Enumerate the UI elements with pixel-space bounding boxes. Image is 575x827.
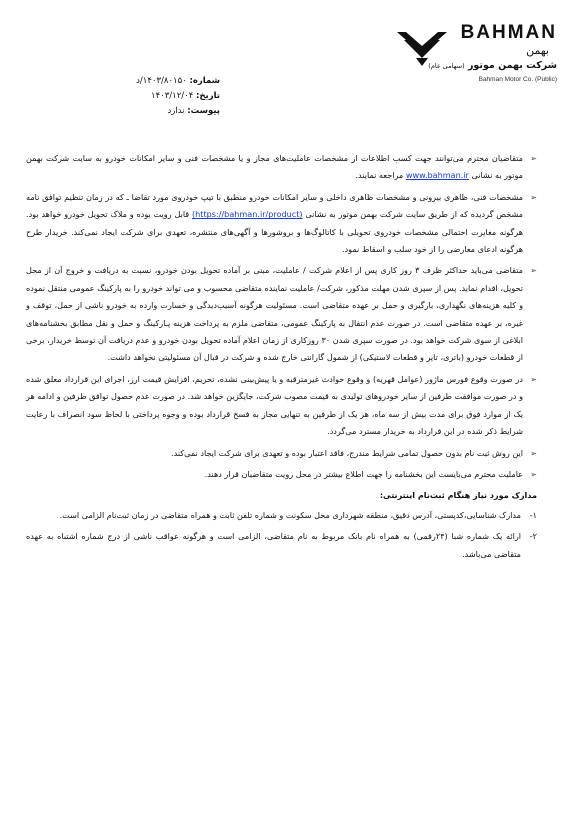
bullet-text: متقاضیان محترم می‌توانند جهت کسب اطلاعات از مشخصات عاملیت‌های مجاز و یا مشخصات فنی و سایر امکانات خودرو به سایت شرکت بهمن موتور به نشانی	[26, 153, 523, 181]
item-number: ۱-	[529, 509, 537, 520]
numbered-item	[26, 528, 537, 563]
bullet-item	[26, 371, 537, 441]
bullet-text: مشخصات فنی، ظاهری بیرونی و مشخصات ظاهری داخلی و سایر امکانات خودرو منطبق با تیپ خودروی مورد تقاضا ـ که در زمان تنظیم توافق نامه مشخص گردیده که از طریق سایت شرکت بهمن موتور به نشانی	[26, 191, 523, 220]
arrow-check-icon: ➢	[530, 266, 537, 276]
website-link[interactable]: www.bahman.ir	[405, 170, 469, 181]
letter-number-row	[120, 74, 220, 89]
bullet-text: در صورت وقوع فورس ماژور (عوامل قهریه) و وقوع حوادث غیرمترقبه و یا پیش‌بینی نشده، تحریم، افزایش قیمت ارز، اجرای این قرارداد معلق شده و در صورت موافقت طرفین از سایر خودروهای تولیدی به قیمت مصوب شرکت، جایگزین خواهد شد. در صورت عدم حصول توافق طرفین و ادامه هر یک از موارد فوق برای مدت بیش از سه ماه، هر یک از طرفین به تنهایی مجاز به فسخ قرارداد بوده و وجوه پرداختی با لحاظ سود انصراف با رعایت شرایط ذکر شده در این قرارداد به خریدار مسترد می‌گردد.	[26, 373, 523, 437]
bullet-item	[26, 150, 537, 185]
product-link[interactable]: (https://bahman.ir/product)	[192, 209, 303, 220]
bullet-item	[26, 262, 537, 366]
letter-date-label: تاریخ:	[196, 91, 220, 101]
letter-attachment-label: پیوست:	[187, 106, 220, 116]
arrow-check-icon: ➢	[530, 374, 537, 384]
letter-meta	[120, 74, 220, 119]
letter-date-value: ۱۴۰۳/۱۲/۰۴	[151, 91, 194, 101]
company-name-en: Bahman Motor Co. (Public)	[478, 76, 557, 83]
bullet-text: متقاضی می‌باید حداکثر ظرف ۳ روز کاری پس از اعلام شرکت / عاملیت، مبنی بر آماده تحویل بودن خودرو، نسبت به دریافت و خروج آن از محل تحویل، اقدام نماید. پس از سپری شدن مهلت مذکور، شرکت/ عاملیت نماینده متقاضی محسوب و می تواند خودرو را به پارکینگ عمومی منتقل نموده و کلیه هزینه‌های نگهداری، بارگیری و حمل بر عهده متقاضی است. مسئولیت هرگونه آسیب‌دیدگی و خسارت وارده به خودرو ناشی از حمل، توقف و غیره، بر عهده متقاضی است. در صورت عدم انتقال به پارکینگ عمومی، متقاضی ملزم به پرداخت هزینه پـارکینگ و حمل و نقل مطابق بخشنامه‌های ابلاغی از سوی شرکت خواهد بود. در صورت سپری شدن ۳۰ روزکاری از زمان اعلام آماده تحویل بودن خودرو و عدم دریافت آن توسط خریدار، برخی از قطعات خودرو (باتری، تایر و قطعات لاستیکی) از شمول گارانتی خارج شده و شرکت در قبال آن مسئولیتی نخواهد داشت.	[26, 265, 524, 363]
letter-attachment-row	[120, 104, 220, 119]
arrow-check-icon: ➢	[530, 469, 537, 479]
arrow-check-icon: ➢	[530, 448, 537, 458]
numbered-item	[26, 507, 537, 524]
bullet-text: عاملیت محترم می‌بایست این بخشنامه را جهت اطلاع بیشتر در محل رویت متقاضیان قرار دهند.	[204, 468, 523, 479]
letter-number-label: شماره:	[189, 76, 220, 86]
item-number: ۲-	[529, 531, 537, 542]
numbered-text: مدارک شناسایی،کدپستی، آدرس دقیق، منطقه شهرداری محل سکونت و شماره تلفن ثابت و همراه متقاضی در زمان ثبت‌نام الزامی است.	[59, 509, 521, 520]
numbered-text: ارائه یک شماره شبا (۲۴رقمی) به همراه نام بانک مربوط به نام متقاضی، الزامی است و هرگونه عواقب ناشی از درج شماره اشتباه به عهده متقاضی می‌باشد.	[26, 531, 521, 559]
arrow-check-icon: ➢	[530, 154, 537, 163]
letter-number-value: ۱۴۰۳/۸۰۱۵۰/د	[136, 76, 187, 86]
letter-body	[26, 150, 537, 567]
letter-attachment-value: ندارد	[167, 106, 185, 116]
documents-heading: مدارک مورد نیاز هنگام ثبت‌نام اینترنتی:	[379, 490, 537, 501]
bullet-item	[26, 189, 537, 259]
company-name-fa-text: شرکت بهمن موتور	[467, 60, 557, 71]
company-logo-block	[382, 22, 557, 92]
bullet-text-end: قابل رویت بوده و ملاک تحویل خودرو خواهد بود. هرگونه مغایرت احتمالی مشخصات خودروی تحویلی با کاتالوگ‌ها و بروشورها و آگهی‌های منتشره، تعهدی برای شرکت ایجاد نمی‌کند. خریدار طرح هرگونه ادعای معارضی را از خود سلب و اسقاط نمود.	[26, 209, 523, 255]
brand-name: BAHMAN	[460, 22, 557, 43]
company-type-tag: (سهامی عام)	[428, 62, 465, 70]
bullet-item	[26, 445, 537, 462]
bullet-item	[26, 466, 537, 483]
brand-persian-mark: بهمن	[526, 44, 549, 57]
bullet-text-end: مراجعه نمایند.	[355, 170, 406, 181]
arrow-check-icon: ➢	[530, 192, 537, 202]
company-name-fa	[428, 60, 557, 71]
letter-date-row	[120, 89, 220, 104]
bullet-text: این روش ثبت نام بدون حصول تمامی شرایط مندرج، فاقد اعتبار بوده و تعهدی برای شرکت ایجاد نمی‌کند.	[171, 447, 523, 458]
